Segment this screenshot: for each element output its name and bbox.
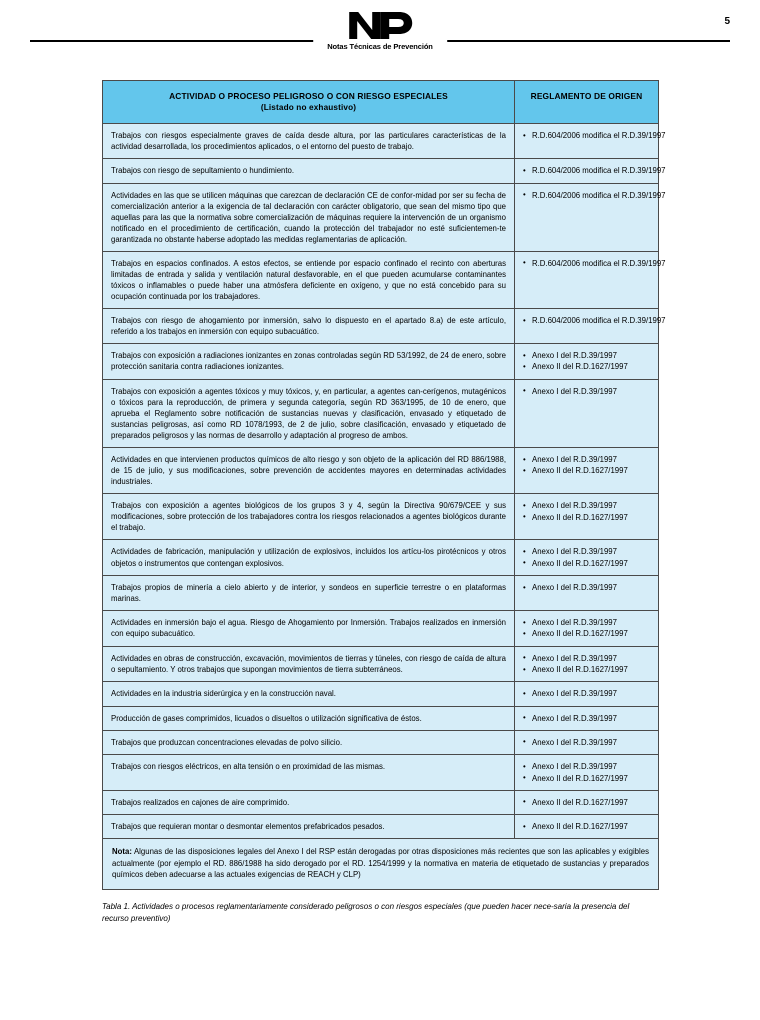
table-row (103, 706, 659, 730)
column-header-activity-sub: (Listado no exhaustivo) (260, 103, 357, 113)
table-row (103, 251, 659, 308)
table-body (103, 124, 666, 890)
regulation-item: • Anexo I del R.D.39/1997 (523, 761, 652, 772)
regulation-list (523, 582, 652, 593)
risk-activities-table (102, 80, 666, 890)
regulation-item: • Anexo II del R.D.1627/1997 (523, 512, 652, 523)
regulation-item: • R.D.604/2006 modifica el R.D.39/1997 (523, 190, 652, 201)
regulation-item: • Anexo II del R.D.1627/1997 (523, 558, 652, 569)
table-row (103, 540, 659, 576)
regulation-list (523, 315, 666, 326)
regulation-cell (515, 646, 659, 682)
table-row (103, 494, 659, 540)
regulation-item: • Anexo I del R.D.39/1997 (523, 582, 652, 593)
activity-cell: Trabajos que produzcan concentraciones elevadas de polvo silicio. (103, 730, 515, 754)
regulation-cell (515, 540, 659, 576)
regulation-item: • Anexo I del R.D.39/1997 (523, 386, 652, 397)
regulation-cell (515, 159, 666, 183)
regulation-item: • Anexo II del R.D.1627/1997 (523, 773, 652, 784)
regulation-cell (515, 682, 659, 706)
regulation-item: • Anexo I del R.D.39/1997 (523, 454, 652, 465)
regulation-cell (515, 309, 666, 344)
activity-cell: Trabajos con riesgo de ahogamiento por inmersión, salvo lo dispuesto en el apartado 8.a) de este artículo, referido a los trabajos en inmersión con equipo subacuático. (103, 309, 515, 344)
table-row (103, 448, 659, 494)
activity-cell: Trabajos con exposición a agentes tóxicos y muy tóxicos, y, en particular, a agentes can-cerígenos, mutagénicos o tóxicos para la reproducción, de primera y segunda categoría, según RD 363/1995, de 10 de enero, que aprueba el Reglamento sobre notificación de sustancias nuevas y clasificación, envasado y etiquetado de sustancias peligrosas, así como RD 1078/1993, de 2 de julio, sobre clasificación, envasado y etiquetado de preparados peligrosos y las normas de desarrollo y adaptación al progreso de ambos. (103, 379, 515, 447)
regulation-item: • Anexo I del R.D.39/1997 (523, 688, 652, 699)
table-row (103, 159, 659, 183)
table-row (103, 646, 659, 682)
regulation-item: • Anexo I del R.D.39/1997 (523, 653, 652, 664)
activity-cell: Trabajos propios de minería a cielo abierto y de interior, y sondeos en superficie terrestre o en plataformas marinas. (103, 576, 515, 611)
regulation-item: • Anexo I del R.D.39/1997 (523, 500, 652, 511)
note-label: Nota: (112, 847, 132, 857)
note-cell (103, 839, 659, 889)
regulation-list (523, 546, 652, 569)
regulation-item: • R.D.604/2006 modifica el R.D.39/1997 (523, 165, 652, 176)
regulation-item: • Anexo II del R.D.1627/1997 (523, 361, 652, 372)
regulation-item: • Anexo I del R.D.39/1997 (523, 617, 652, 628)
ntp-logo-subtitle: Notas Técnicas de Prevención (327, 42, 433, 51)
regulation-list (523, 737, 652, 748)
regulation-item: • Anexo II del R.D.1627/1997 (523, 821, 652, 832)
regulation-item: • Anexo I del R.D.39/1997 (523, 737, 652, 748)
regulation-cell (515, 494, 659, 540)
regulation-cell (515, 448, 659, 494)
ntp-logo (313, 10, 447, 51)
table-row (103, 183, 659, 251)
regulation-cell (515, 251, 666, 308)
regulation-cell (515, 344, 659, 380)
activity-cell: Trabajos realizados en cajones de aire comprimido. (103, 790, 515, 814)
table-row (103, 379, 659, 447)
page-number: 5 (724, 16, 730, 27)
regulation-list (523, 821, 652, 832)
regulation-cell (515, 730, 659, 754)
column-header-regulation: REGLAMENTO DE ORIGEN (515, 81, 659, 124)
regulation-list (523, 350, 652, 373)
regulation-list (523, 653, 652, 676)
regulation-cell (515, 611, 659, 647)
regulation-cell (515, 183, 666, 251)
note-row (103, 839, 659, 889)
regulation-item: • R.D.604/2006 modifica el R.D.39/1997 (523, 130, 652, 141)
risk-activities-table-container (102, 80, 666, 890)
activity-cell: Trabajos con riesgo de sepultamiento o hundimiento. (103, 159, 515, 183)
regulation-cell (515, 706, 659, 730)
activity-cell: Actividades en la industria siderúrgica y en la construcción naval. (103, 682, 515, 706)
regulation-item: • Anexo I del R.D.39/1997 (523, 713, 652, 724)
activity-cell: Trabajos con exposición a radiaciones ionizantes en zonas controladas según RD 53/1992, de 24 de enero, sobre protección sanitaria contra radiaciones ionizantes. (103, 344, 515, 380)
activity-cell: Trabajos con exposición a agentes biológicos de los grupos 3 y 4, según la Directiva 90/679/CEE y sus modificaciones, sobre protección de los trabajadores contra los riesgos relacionados a agentes biológicos durante el trabajo. (103, 494, 515, 540)
regulation-item: • R.D.604/2006 modifica el R.D.39/1997 (523, 258, 652, 269)
regulation-list (523, 258, 666, 269)
regulation-list (523, 761, 652, 784)
ntp-logo-mark-icon (327, 10, 433, 40)
table-row (103, 576, 659, 611)
regulation-cell (515, 124, 666, 159)
page-header (0, 0, 760, 62)
table-header-row (103, 81, 659, 124)
regulation-list (523, 165, 666, 176)
table-caption: Tabla 1. Actividades o procesos reglamentariamente considerado peligrosos o con riesgos especiales (que pueden hacer nece-saria la presencia del recurso preventivo) (102, 901, 630, 923)
table-row (103, 815, 659, 839)
table-row (103, 309, 659, 344)
regulation-item: • Anexo I del R.D.39/1997 (523, 546, 652, 557)
activity-cell: Trabajos con riesgos especialmente graves de caída desde altura, por las particulares características de la actividad desarrollada, los procedimientos aplicados, o el entorno del puesto de trabajo. (103, 124, 515, 159)
activity-cell: Actividades en inmersión bajo el agua. Riesgo de Ahogamiento por Inmersión. Trabajos realizados en inmersión con equipo subacuático. (103, 611, 515, 647)
table-head (103, 81, 659, 124)
table-row (103, 790, 659, 814)
column-header-activity (103, 81, 515, 124)
activity-cell: Actividades en que intervienen productos químicos de alto riesgo y son objeto de la aplicación del RD 886/1988, de 15 de julio, y sus modificaciones, sobre prevención de accidentes mayores en determinadas actividades industriales. (103, 448, 515, 494)
table-row (103, 611, 659, 647)
regulation-item: • R.D.604/2006 modifica el R.D.39/1997 (523, 315, 652, 326)
activity-cell: Actividades en las que se utilicen máquinas que carezcan de declaración CE de confor-midad por ser su fecha de comercialización anterior a la exigencia de tal declaración con carácter obligatorio, que sean del mismo tipo que aquellas para las que la normativa sobre comercialización de máquinas requiere la intervención de un organismo notificado en el procedimiento de certificación, cuando la protección del trabajador no esté suficientemen-te garantizada no obstante haberse adoptado las medidas reglamentarias de aplicación. (103, 183, 515, 251)
regulation-list (523, 713, 652, 724)
regulation-list (523, 797, 652, 808)
regulation-list (523, 688, 652, 699)
table-row (103, 730, 659, 754)
regulation-list (523, 617, 652, 640)
table-row (103, 755, 659, 791)
activity-cell: Actividades en obras de construcción, excavación, movimientos de tierras y túneles, con riesgo de caída de altura o sepultamiento. Y otros trabajos que supongan movimientos de tierra subterráneos. (103, 646, 515, 682)
regulation-list (523, 500, 652, 523)
activity-cell: Trabajos con riesgos eléctricos, en alta tensión o en proximidad de las mismas. (103, 755, 515, 791)
table-row (103, 124, 659, 159)
regulation-item: • Anexo II del R.D.1627/1997 (523, 664, 652, 675)
table-row (103, 682, 659, 706)
note-text: Algunas de las disposiciones legales del Anexo I del RSP están derogadas por otras disposiciones más recientes que son las aplicables y exigibles actualmente (por ejemplo el RD. 886/1988 ha sido derogado por el RD. 1254/1999 y la normativa en materia de etiquetado de sustancias y preparados químicos deben adecuarse a las actuales exigencias de REACH y CLP) (112, 847, 649, 880)
regulation-item: • Anexo II del R.D.1627/1997 (523, 797, 652, 808)
regulation-item: • Anexo II del R.D.1627/1997 (523, 465, 652, 476)
regulation-list (523, 130, 666, 141)
regulation-list (523, 454, 652, 477)
activity-cell: Actividades de fabricación, manipulación y utilización de explosivos, incluidos los artícu-los pirotécnicos y otros objetos o instrumentos que contengan explosivos. (103, 540, 515, 576)
regulation-cell (515, 379, 659, 447)
activity-cell: Producción de gases comprimidos, licuados o disueltos o utilización significativa de éstos. (103, 706, 515, 730)
table-row (103, 344, 659, 380)
regulation-cell (515, 755, 659, 791)
column-header-activity-main: ACTIVIDAD O PROCESO PELIGROSO O CON RIESGO ESPECIALES (169, 91, 448, 101)
regulation-list (523, 190, 666, 201)
activity-cell: Trabajos en espacios confinados. A estos efectos, se entiende por espacio confinado el recinto con aberturas limitadas de entrada y salida y ventilación natural desfavorable, en el que pueden acumularse contaminantes tóxicos o inflamables o puede haber una atmósfera deficiente en oxígeno, y que no está concebido para su ocupación continuada por los trabajadores. (103, 251, 515, 308)
regulation-list (523, 386, 652, 397)
activity-cell: Trabajos que requieran montar o desmontar elementos prefabricados pesados. (103, 815, 515, 839)
regulation-cell (515, 790, 659, 814)
regulation-item: • Anexo I del R.D.39/1997 (523, 350, 652, 361)
regulation-cell (515, 576, 659, 611)
regulation-cell (515, 815, 659, 839)
regulation-item: • Anexo II del R.D.1627/1997 (523, 628, 652, 639)
